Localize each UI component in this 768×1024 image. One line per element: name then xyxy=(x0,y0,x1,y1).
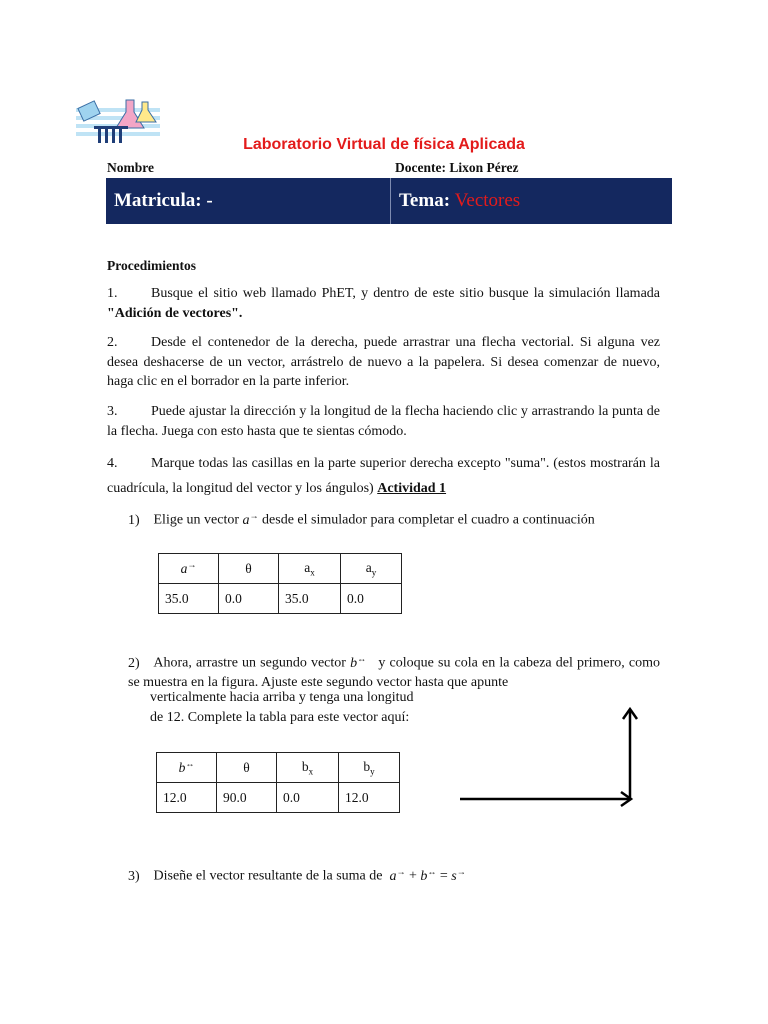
procedure-text: Desde el contenedor de la derecha, puede arrastrar una flecha vectorial. Si alguna vez desea deshacerse de un vector, arrástrelo de nuevo a la papelera. Si desea comenzar de nuevo, haga clic en el borrador en la parte inferior. xyxy=(107,335,660,389)
matricula-label: Matricula: - xyxy=(114,190,213,211)
activity-1-heading: Actividad 1 xyxy=(377,481,447,496)
header-banner xyxy=(106,178,672,224)
procedure-number: 3. xyxy=(107,404,118,419)
vector-a-table xyxy=(158,553,402,614)
header-cell: $a_y$ xyxy=(341,554,402,584)
question-text: y coloque su cola en la cabeza del primero, como se muestra en la figura. Ajuste este segundo vector hasta que apunte xyxy=(128,655,661,691)
procedure-bold-text: "Adición de vectores". xyxy=(107,305,243,321)
header-cell: $b_y$ xyxy=(339,753,400,783)
vector-b-symbol: b↔ xyxy=(420,866,437,884)
question-text: desde el simulador para completar el cuadro a continuación xyxy=(258,512,595,528)
procedure-item-4 xyxy=(107,451,660,501)
lab-title: Laboratorio Virtual de física Aplicada xyxy=(243,136,525,153)
procedure-number: 2. xyxy=(107,335,118,350)
question-text: Elige un vector xyxy=(153,512,243,528)
procedure-item-3 xyxy=(107,402,660,441)
procedure-item-1 xyxy=(107,284,660,323)
question-number: 3) xyxy=(128,868,140,884)
question-2-continuation: verticalmente hacia arriba y tenga una longitud xyxy=(150,690,414,705)
question-1 xyxy=(128,506,660,530)
table-header-row xyxy=(159,554,402,584)
procedures-heading: Procedimientos xyxy=(107,258,196,273)
vector-b-symbol: b↔ xyxy=(350,653,367,671)
table-cell: 90.0 xyxy=(217,783,277,813)
question-number: 2) xyxy=(128,655,140,671)
tema-value: Vectores xyxy=(454,190,521,211)
table-row xyxy=(157,783,400,813)
vector-figure xyxy=(455,700,645,810)
table-row xyxy=(159,584,402,614)
question-3 xyxy=(128,862,660,886)
table-cell: 12.0 xyxy=(157,783,217,813)
header-cell: b↔ xyxy=(157,753,217,783)
header-cell: θ xyxy=(217,753,277,783)
table-cell: 12.0 xyxy=(339,783,400,813)
table-cell: 35.0 xyxy=(159,584,219,614)
tema-cell xyxy=(391,178,672,224)
nombre-label: Nombre xyxy=(107,160,154,175)
header-cell: a→ xyxy=(159,554,219,584)
question-2 xyxy=(128,649,660,693)
procedure-text: Marque todas las casillas en la parte superior derecha excepto "suma". (estos mostrarán la cuadrícula, la longitud del vector y los ángulos) xyxy=(107,456,660,496)
header-cell: θ xyxy=(219,554,279,584)
table-cell: 35.0 xyxy=(279,584,341,614)
vector-a-symbol: a→ xyxy=(242,510,259,528)
header-cell: $b_x$ xyxy=(277,753,339,783)
table-cell: 0.0 xyxy=(277,783,339,813)
table-cell: 0.0 xyxy=(341,584,402,614)
equals-sign: = xyxy=(436,868,452,884)
matricula-cell xyxy=(106,178,391,224)
docente-label: Docente: Lixon Pérez xyxy=(395,160,519,175)
table-cell: 0.0 xyxy=(219,584,279,614)
question-number: 1) xyxy=(128,512,140,528)
procedure-item-2 xyxy=(107,333,660,392)
question-2-continuation: de 12. Complete la tabla para este vector aquí: xyxy=(150,710,410,725)
header-cell: $a_x$ xyxy=(279,554,341,584)
procedure-text: Puede ajustar la dirección y la longitud de la flecha haciendo clic y arrastrando la punta de la flecha. Juega con esto hasta que te sientas cómodo. xyxy=(107,404,660,439)
question-text: Diseñe el vector resultante de la suma de xyxy=(153,868,386,884)
procedure-text: Busque el sitio web llamado PhET, y dentro de este sitio busque la simulación llamada xyxy=(151,286,660,301)
plus-sign: + xyxy=(405,868,421,884)
vector-b-table xyxy=(156,752,400,813)
vector-s-symbol: s→ xyxy=(451,866,466,884)
vector-a-symbol: a→ xyxy=(389,866,406,884)
procedure-number: 4. xyxy=(107,456,118,471)
question-text: Ahora, arrastre un segundo vector xyxy=(153,655,351,671)
table-header-row xyxy=(157,753,400,783)
tema-label: Tema: xyxy=(399,190,455,211)
procedure-number: 1. xyxy=(107,286,118,301)
